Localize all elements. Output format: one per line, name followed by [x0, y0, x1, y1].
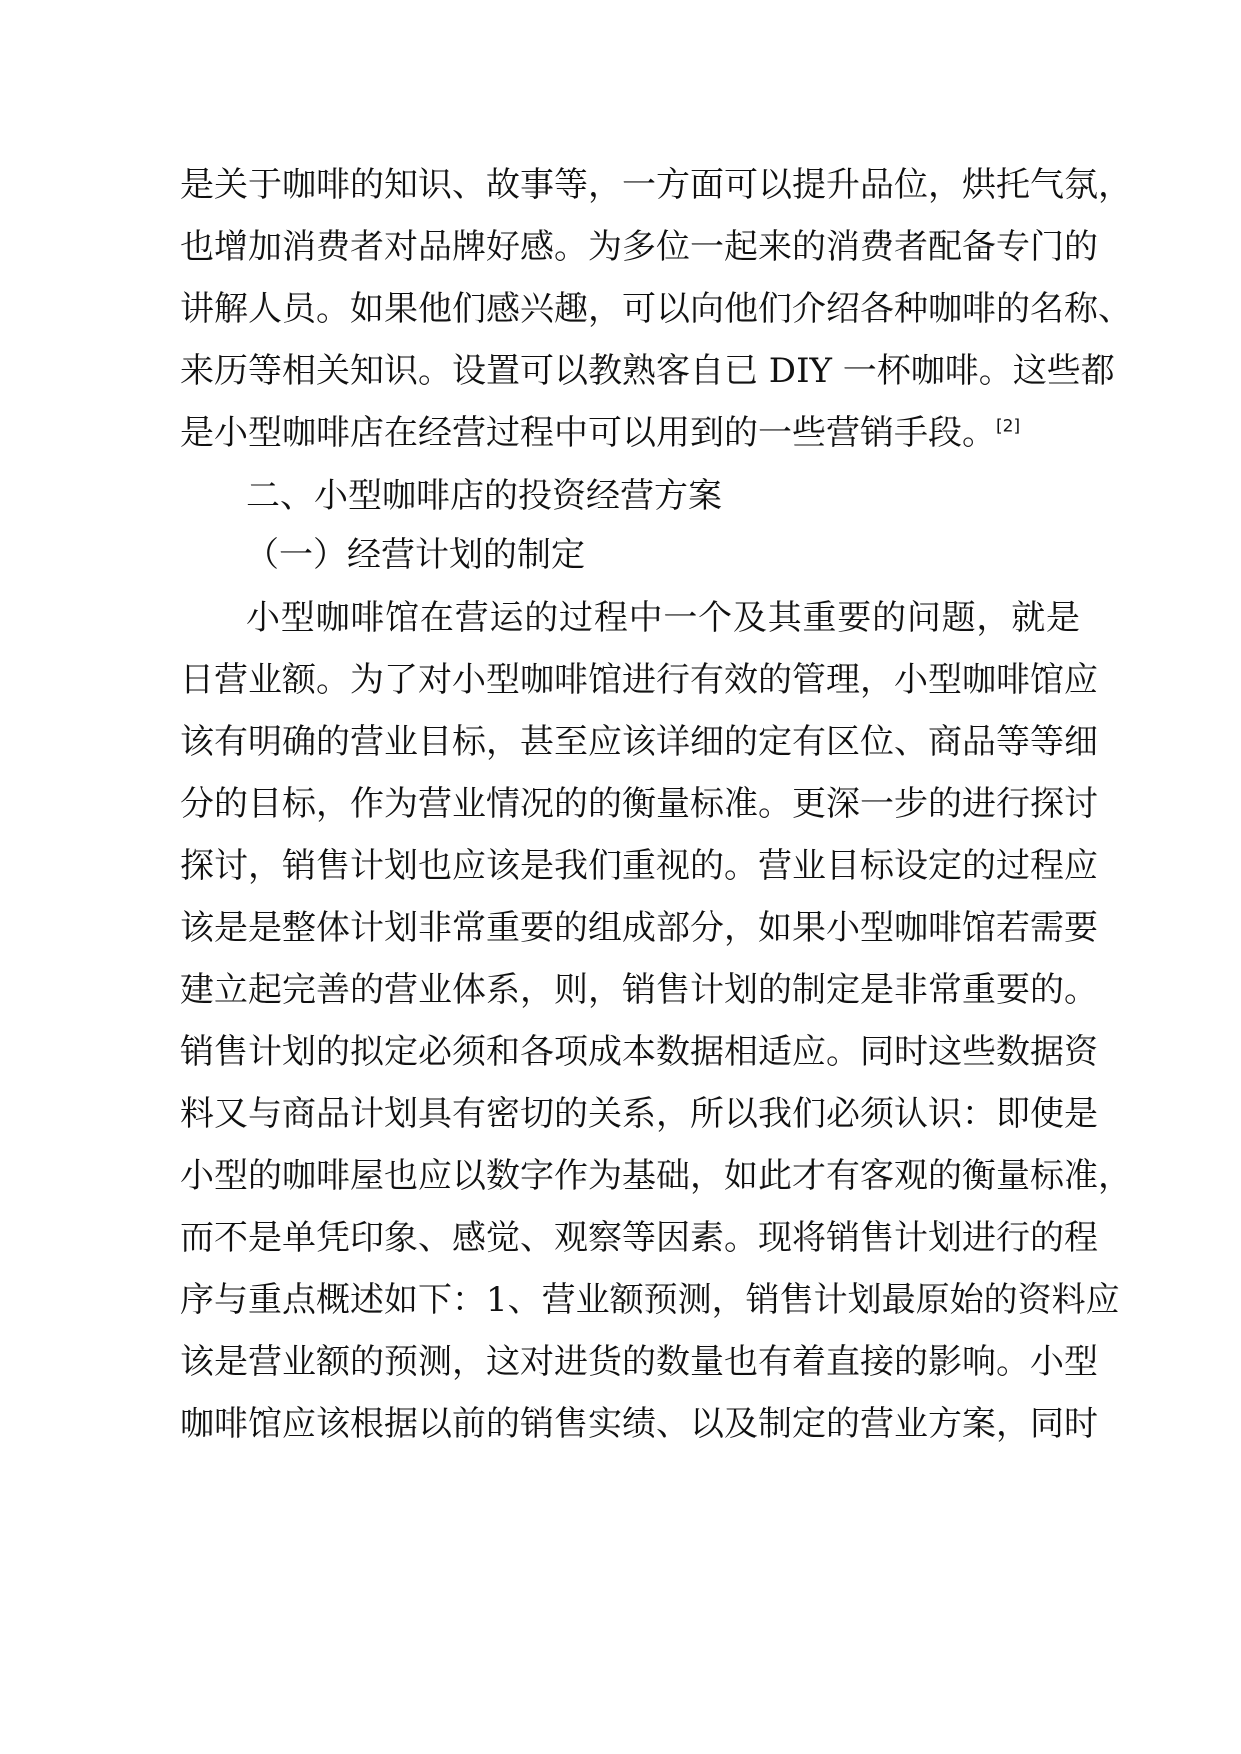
paragraph-line: 而不是单凭印象、感觉、观察等因素。现将销售计划进行的程 [180, 1218, 1098, 1258]
paragraph-line: 也增加消费者对品牌好感。为多位一起来的消费者配备专门的 [180, 227, 1098, 267]
paragraph-line: 是关于咖啡的知识、故事等，一方面可以提升品位，烘托气氛， [180, 165, 1132, 205]
paragraph-line: 该有明确的营业目标，甚至应该详细的定有区位、商品等等细 [180, 722, 1098, 762]
citation-marker: [2] [996, 416, 1021, 437]
paragraph-line: 来历等相关知识。设置可以教熟客自已 DIY 一杯咖啡。这些都 [180, 351, 1115, 391]
paragraph-line: 分的目标，作为营业情况的的衡量标准。更深一步的进行探讨 [180, 784, 1098, 824]
paragraph-line: 探讨，销售计划也应该是我们重视的。营业目标设定的过程应 [180, 846, 1098, 886]
paragraph-line: 小型的咖啡屋也应以数字作为基础，如此才有客观的衡量标准， [180, 1156, 1132, 1196]
paragraph-line: 序与重点概述如下：1、营业额预测，销售计划最原始的资料应 [180, 1280, 1120, 1320]
paragraph-line: 日营业额。为了对小型咖啡馆进行有效的管理，小型咖啡馆应 [180, 660, 1098, 700]
paragraph-line: 小型咖啡馆在营运的过程中一个及其重要的问题，就是 [246, 598, 1080, 638]
paragraph-line: 该是营业额的预测，这对进货的数量也有着直接的影响。小型 [180, 1342, 1098, 1382]
paragraph-line: 该是是整体计划非常重要的组成部分，如果小型咖啡馆若需要 [180, 908, 1098, 948]
paragraph-line: 建立起完善的营业体系，则，销售计划的制定是非常重要的。 [180, 970, 1098, 1010]
section-heading: 二、小型咖啡店的投资经营方案 [246, 476, 722, 516]
paragraph-line: 讲解人员。如果他们感兴趣，可以向他们介绍各种咖啡的名称、 [180, 289, 1132, 329]
paragraph-line [180, 413, 1080, 453]
paragraph-line-text: 是小型咖啡店在经营过程中可以用到的一些营销手段。 [180, 413, 996, 453]
subsection-heading: （一）经营计划的制定 [245, 535, 585, 575]
paragraph-line: 销售计划的拟定必须和各项成本数据相适应。同时这些数据资 [180, 1032, 1098, 1072]
paragraph-line: 料又与商品计划具有密切的关系，所以我们必须认识：即使是 [180, 1094, 1098, 1134]
paragraph-line: 咖啡馆应该根据以前的销售实绩、以及制定的营业方案，同时 [180, 1404, 1098, 1444]
